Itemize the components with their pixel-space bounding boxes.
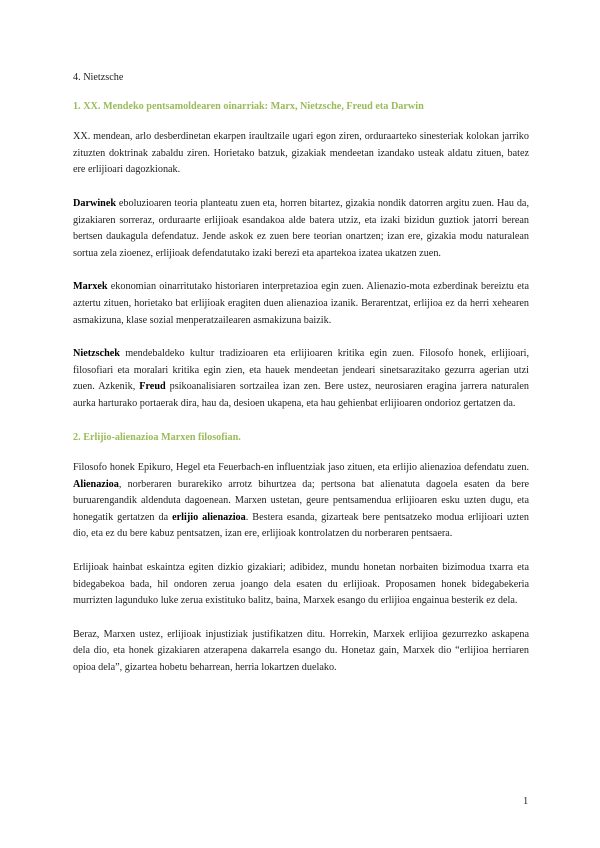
page-number: 1: [523, 796, 529, 807]
paragraph-offers: Erlijioak hainbat eskaintza egiten dizkio gizakiari; adibidez, mundu honetan norbaiten bizimodua txarra eta bidegabekoa bada, hil ondoren zerua joango dela esaten du erlijioak. Proposamen honek bidegabekeria murrizten lagunduko luke zerua existituko balitz, baina, Marxek esango du erlijioa engainua besterik ez dela.: [73, 562, 529, 607]
marx-text: ekonomian oinarritutako historiaren interpretazioa egin zuen. Alienazio-mota ezberdinak bereiztu eta aztertu zituen, horietako bat erlijioak eragiten duen alienazioa izanik. Berarentzat, erlijioa ez da herri xehearen asmakizuna, klase sozial menperatzailearen asmakizuna baizik.: [73, 281, 529, 326]
paragraph-darwin: [73, 196, 529, 262]
chapter-title: 4. Nietzsche: [73, 72, 124, 83]
term-darwin: Darwinek: [73, 197, 117, 209]
paragraph-alienation: [73, 460, 529, 543]
section-heading-1: 1. XX. Mendeko pentsamoldearen oinarriak: Marx, Nietzsche, Freud eta Darwin: [73, 100, 424, 112]
alienation-text-b: , norberaren burarekiko arrotz bihurtzea da; pertsona bat alienatuta dagoela esaten da bere buruarengandik aldenduta dagoenean. Marxen ustetan, geure pentsamendua erlijioaren esku uzten dugu, eta honegatik gertatzen da: [73, 478, 529, 523]
term-freud: Freud: [139, 381, 166, 393]
term-erlijio-alienazioa: erlijio alienazioa: [172, 511, 246, 523]
term-alienazioa: Alienazioa: [73, 478, 119, 490]
nietzsche-text-2: psikoanalisiaren sortzailea izan zen. Bere ustez, neurosiaren eragina jarrera naturalen aurka harturako portaerak dira, hau da, desioen ukapena, eta hau gehienbat erlijioaren ondorioz gertatzen da.: [73, 381, 529, 409]
alienation-text-c: . Bestera esanda, gizarteak bere pentsatzeko modua erlijioari uzten dio, eta ez du bere kabuz pentsatzen, izan ere, erlijioak kontrolatzen du norberaren pentsaera.: [73, 511, 529, 540]
paragraph-intro: XX. mendean, arlo desberdinetan ekarpen iraultzaile ugari egon ziren, orduraarteko sinesteriak kolokan jarriko zituzten doktrinak zabaldu ziren. Horietako batzuk, gizakiak mendeetan izandako usteak aldatu zituen, batez ere erlijioari dagozkionak.: [73, 131, 529, 176]
term-nietzsche: Nietzschek: [73, 348, 120, 360]
section-heading-2: 2. Erlijio-alienazioa Marxen filosofian.: [73, 431, 241, 443]
paragraph-marx: [73, 279, 529, 329]
term-marx: Marxek: [73, 281, 108, 293]
paragraph-conclusion: Beraz, Marxen ustez, erlijioak injustiziak justifikatzen ditu. Horrekin, Marxek erlijioa gezurrezko askapena dela dio, eta honek gizakiaren atzerapena dakarrela esango du. Honetaz gain, Marxek dio “erlijioa herriaren opioa dela”, gizartea hobetu beharrean, herria lokartzen duelako.: [73, 628, 529, 674]
darwin-text: eboluzioaren teoria planteatu zuen eta, horren bitartez, gizakia nondik datorren argitu zuen. Hau da, gizakiaren sorreraz, orduraarte erlijioak esandakoa alde batera utziz, eta izaki bizidun guztiok jatorri berean bertsen daukagula defendatuz. Jende askok ez zuen bere teorian onartzen; izan ere, gizakia modu naturalean sortua zela zioenez, erlijioak defendatutako izaki berezi eta apartekoa izatea ukatzen zuen.: [73, 197, 529, 259]
paragraph-nietzsche: [73, 346, 529, 412]
alienation-text-a: Filosofo honek Epikuro, Hegel eta Feuerbach-en influentziak jaso zituen, eta erlijio alienazioa defendatu zuen.: [73, 462, 529, 474]
page-content: [73, 70, 529, 694]
nietzsche-text-1: mendebaldeko kultur tradizioaren eta erlijioaren kritika egin zuen. Filosofo honek, erlijioari, filosofiari eta moralari kritika egin zien, eta hauek mendeetan jendeari sinetsarazitako gezurra agerian utzi zuen. Azkenik,: [73, 348, 529, 393]
